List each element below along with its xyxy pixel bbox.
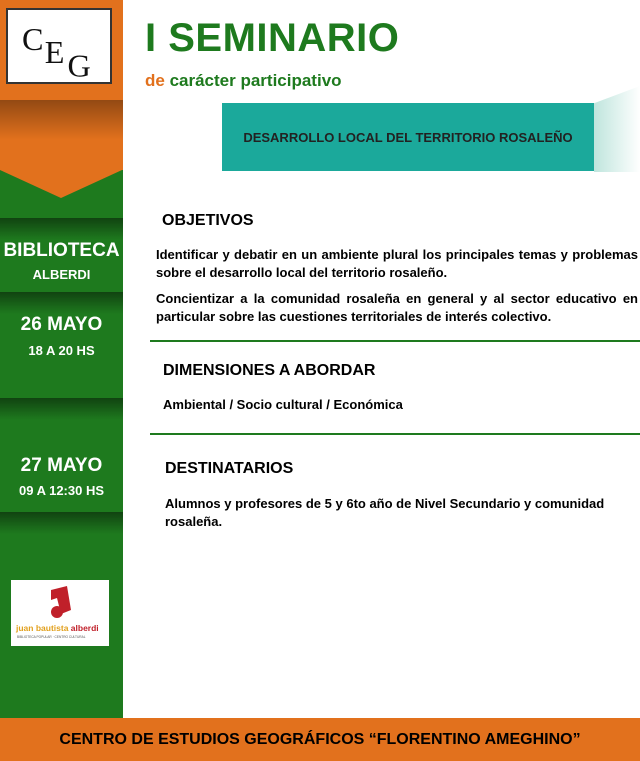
dimensiones-text: Ambiental / Socio cultural / Económica	[163, 397, 403, 412]
objetivos-paragraph-1: Identificar y debatir en un ambiente plural los principales temas y problemas sobre el desarrollo local del territorio rosaleño.	[156, 247, 638, 280]
date-1-day: 26 MAYO	[20, 314, 103, 335]
footer-banner	[0, 718, 640, 761]
topic-banner	[222, 103, 594, 171]
sidebar-divider	[0, 218, 123, 240]
alberdi-name-b: alberdi	[70, 623, 99, 633]
alberdi-name-a: juan bautista	[16, 623, 71, 633]
alberdi-tagline: BIBLIOTECA POPULAR · CENTRO CULTURAL	[17, 635, 86, 639]
objetivos-paragraph-2: Concientizar a la comunidad rosaleña en general y al sector educativo en particular sobre las cuestiones territoriales de interés colectivo.	[156, 291, 638, 324]
footer-text: CENTRO DE ESTUDIOS GEOGRÁFICOS “FLORENTINO AMEGHINO”	[59, 730, 581, 748]
alberdi-logo	[11, 580, 109, 646]
page-title: I SEMINARIO	[145, 16, 400, 60]
sidebar-divider	[0, 292, 123, 314]
venue-line2: ALBERDI	[32, 267, 91, 282]
section-divider	[150, 340, 640, 342]
date-1-time: 18 A 20 HS	[28, 343, 95, 358]
sidebar-divider	[0, 512, 123, 534]
section-divider	[150, 433, 640, 435]
subtitle-rest: carácter participativo	[164, 71, 342, 90]
sidebar-chevron	[0, 170, 122, 198]
ceg-logo	[6, 8, 112, 84]
destinatarios-text: Alumnos y profesores de 5 y 6to año de Nivel Secundario y comunidad rosaleña.	[165, 496, 605, 529]
objetivos-heading: OBJETIVOS	[162, 212, 254, 229]
date-2-day: 27 MAYO	[20, 455, 103, 476]
page-subtitle	[145, 71, 342, 91]
banner-decoration	[594, 86, 640, 172]
venue-line1: BIBLIOTECA	[3, 240, 120, 261]
destinatarios-heading: DESTINATARIOS	[165, 460, 294, 477]
dimensiones-heading: DIMENSIONES A ABORDAR	[163, 362, 376, 379]
logo-letter-c: C	[22, 20, 44, 57]
date-2-time: 09 A 12:30 HS	[18, 483, 105, 498]
logo-letter-g: G	[67, 47, 91, 82]
topic-banner-text: DESARROLLO LOCAL DEL TERRITORIO ROSALEÑO	[243, 129, 573, 145]
sidebar-shadow	[0, 100, 123, 140]
sidebar-divider	[0, 398, 123, 420]
subtitle-de: de	[145, 71, 165, 90]
logo-letter-e: E	[44, 34, 65, 71]
svg-text:juan bautista alberdi	[15, 623, 99, 633]
